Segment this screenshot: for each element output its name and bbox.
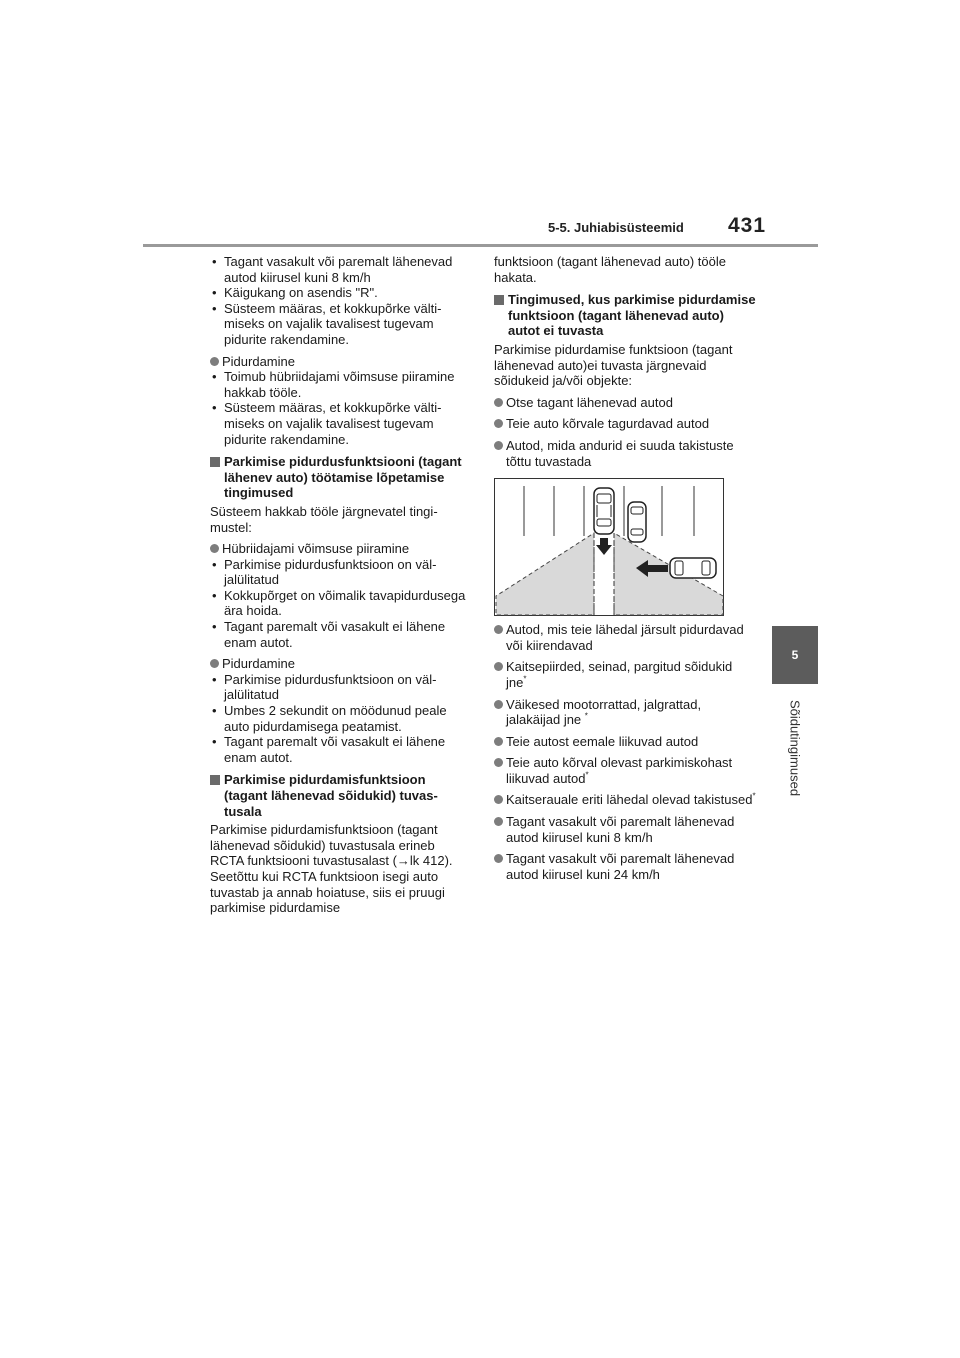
list-item: • Parkimise pidurdusfunktsioon on väljalülitatud [210,557,470,588]
chapter-number: 5 [791,648,799,662]
list-item: • Tagant paremalt või vasakult ei lähene enam autot. [210,734,470,765]
section-heading: Tingimused, kus parkimise pidurdamise funktsioon (tagant lähenevad auto) autot ei tuvasta [494,292,756,339]
list-item: Otse tagant lähenevad autod [494,395,756,411]
list-item: • Süsteem määras, et kokkupõrke vältimiseks on vajalik tavalisest tugevam pidurite rakendamine. [210,301,470,348]
list-item: Kaitserauale eriti lähedal olevad takistused* [494,792,756,808]
list-item: • Toimub hübriidajami võimsuse piiramine hakkab tööle. [210,369,470,400]
left-column [210,254,470,916]
chapter-label: Sõidutingimused [787,699,803,797]
list-item: Tagant vasakult või paremalt lähenevad autod kiirusel kuni 8 km/h [494,814,756,845]
page-number: 431 [728,214,767,237]
paragraph: Parkimise pidurdamisfunktsioon (tagant lähenevad sõidukid) tuvastusala erineb RCTA funktsiooni tuvastusalast (→lk 412). Seetõttu kui RCTA funktsioon isegi auto tuvastab ja annab hoiatuse, siis ei pruugi parkimise pidurdamise [210,822,453,916]
bullet-heading: Pidurdamine [210,656,470,672]
bullet-heading: Hübriidajami võimsuse piiramine [210,541,470,557]
list-item: • Umbes 2 sekundit on möödunud peale auto pidurdamisega peatamist. [210,703,470,734]
parking-detection-figure [494,478,724,616]
paragraph: Süsteem hakkab tööle järgnevatel tingimustel: [210,503,438,535]
list-item: Kaitsepiirded, seinad, pargitud sõidukid jne* [494,659,756,690]
parking-illustration [494,478,724,616]
list-item: Autod, mida andurid ei suuda takistuste tõttu tuvastada [494,438,756,469]
paragraph: funktsioon (tagant lähenevad auto) tööle hakata. [494,254,727,285]
list-item: • Kokkupõrget on võimalik tavapidurdusega ära hoida. [210,588,470,619]
right-column [494,254,756,882]
list-item: • Käigukang on asendis "R". [210,285,470,301]
list-item: Teie auto kõrvale tagurdavad autod [494,416,756,432]
list-item: Tagant vasakult või paremalt lähenevad autod kiirusel kuni 24 km/h [494,851,756,882]
parked-car [628,502,646,542]
list-item: Väikesed mootorrattad, jalgrattad, jalakäijad jne * [494,697,756,728]
bullet-heading: Pidurdamine [210,354,470,370]
list-item: • Parkimise pidurdusfunktsioon on väljalülitatud [210,672,470,703]
section-title: 5-5. Juhiabisüsteemid [548,220,684,235]
header-rule [143,244,818,247]
list-item: • Süsteem määras, et kokkupõrke vältimiseks on vajalik tavalisest tugevam pidurite rakendamine. [210,400,470,447]
list-item: Teie auto kõrval olevast parkimiskohast liikuvad autod* [494,755,756,786]
list-item: Autod, mis teie lähedal järsult pidurdavad või kiirendavad [494,622,756,653]
list-item: • Tagant vasakult või paremalt lähenevad autod kiirusel kuni 8 km/h [210,254,470,285]
chapter-tab [772,626,818,684]
approaching-car [670,558,716,578]
list-item: • Tagant paremalt või vasakult ei lähene enam autot. [210,619,470,650]
own-car [594,488,614,534]
list-item: Teie autost eemale liikuvad autod [494,734,756,750]
section-heading: Parkimise pidurdusfunktsiooni (tagant lähenev auto) töötamise lõpetamise tingimused [210,454,470,501]
section-heading: Parkimise pidurdamisfunktsioon (tagant lähenevad sõidukid) tuvastusala [210,772,470,819]
paragraph: Parkimise pidurdamise funktsioon (tagant lähenevad auto)ei tuvasta järgnevaid sõidukeid ja/või objekte: [494,341,733,389]
